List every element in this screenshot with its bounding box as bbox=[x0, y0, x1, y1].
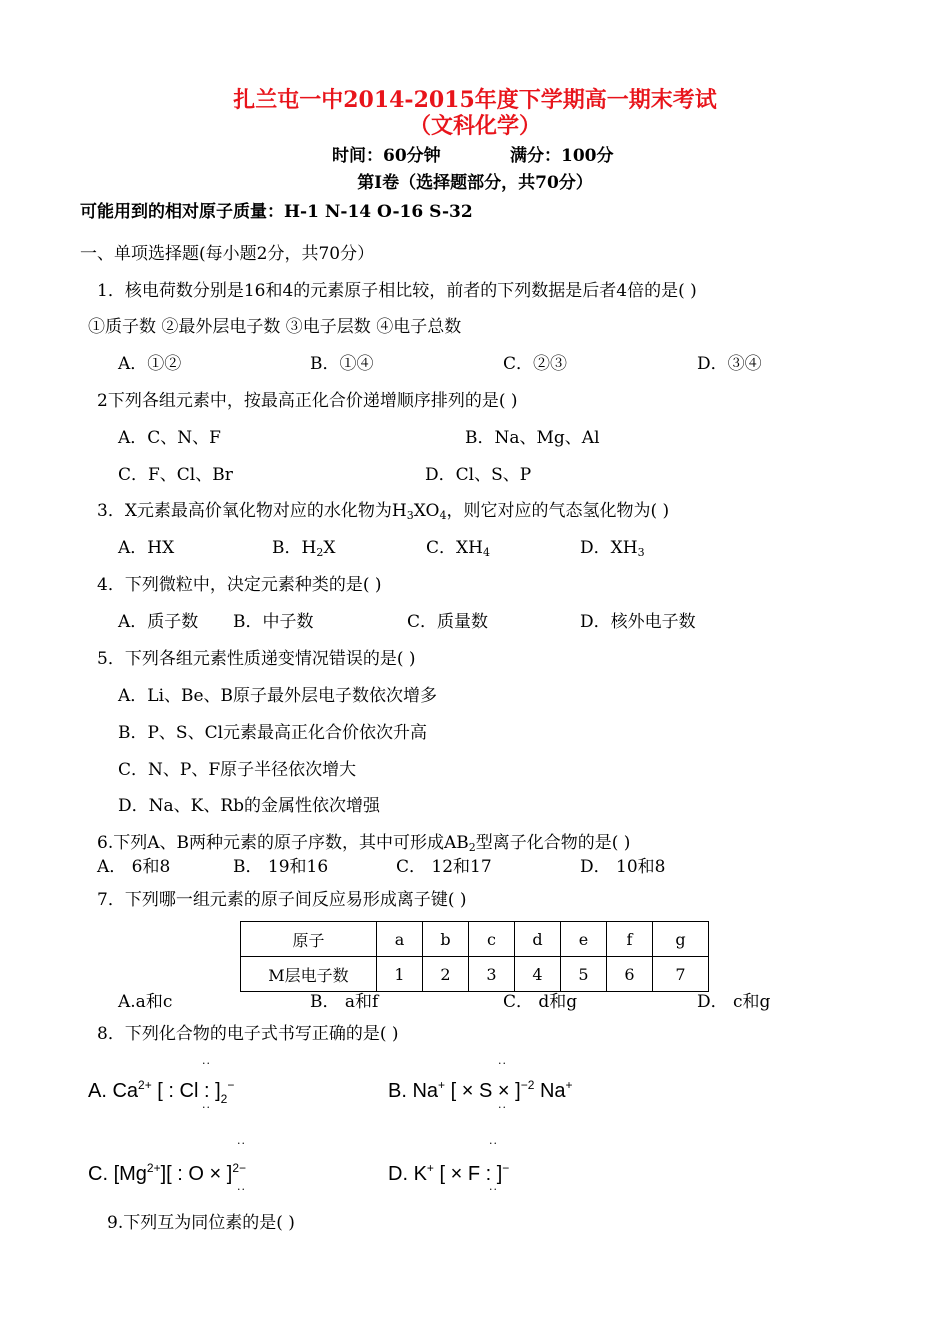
q1-option-c: C．②③ bbox=[503, 354, 568, 374]
atomic-masses: 可能用到的相对原子质量：H-1 N-14 O-16 S-32 bbox=[80, 202, 473, 222]
q4-stem: 4．下列微粒中，决定元素种类的是( ) bbox=[97, 575, 382, 595]
q9-stem: 9.下列互为同位素的是( ) bbox=[107, 1213, 295, 1233]
q5-option-c: C．N、P、F原子半径依次增大 bbox=[118, 760, 357, 780]
table-cell: M层电子数 bbox=[241, 957, 377, 992]
table-cell: d bbox=[515, 922, 561, 957]
table-cell: 7 bbox=[653, 957, 709, 992]
q7-option-a: A.a和c bbox=[118, 992, 173, 1012]
q4-option-c: C．质量数 bbox=[407, 612, 489, 632]
exam-title: 扎兰屯一中2014-2015年度下学期高一期末考试 bbox=[233, 87, 717, 113]
q1-option-a: A．①② bbox=[118, 354, 182, 374]
q1-option-d: D．③④ bbox=[697, 354, 762, 374]
q5-option-b: B．P、S、Cl元素最高正化合价依次升高 bbox=[118, 723, 428, 743]
table-cell: f bbox=[607, 922, 653, 957]
q8-option-c: C. $[Mg^{2+}]$[ : O × ]$^{2-}$ bbox=[88, 1161, 247, 1185]
table-cell: a bbox=[377, 922, 423, 957]
electron-dots: ·· bbox=[489, 1183, 498, 1196]
table-cell: 4 bbox=[515, 957, 561, 992]
q7-stem: 7．下列哪一组元素的原子间反应易形成离子键( ) bbox=[97, 890, 467, 910]
exam-score: 满分：100分 bbox=[510, 146, 614, 166]
table-cell: b bbox=[423, 922, 469, 957]
q5-stem: 5．下列各组元素性质递变情况错误的是( ) bbox=[97, 649, 416, 669]
q7-table bbox=[240, 921, 709, 992]
q6-option-b: B． 19和16 bbox=[233, 857, 329, 877]
section-heading: 第Ⅰ卷（选择题部分，共70分） bbox=[357, 173, 593, 193]
table-cell: 3 bbox=[469, 957, 515, 992]
q2-option-d: D．Cl、S、P bbox=[425, 465, 532, 485]
table-cell: e bbox=[561, 922, 607, 957]
electron-dots: ·· bbox=[237, 1137, 246, 1150]
q2-option-c: C．F、Cl、Br bbox=[118, 465, 233, 485]
exam-subtitle: （文科化学） bbox=[408, 113, 541, 139]
q6-option-d: D． 10和8 bbox=[580, 857, 666, 877]
exam-time: 时间：60分钟 bbox=[332, 146, 441, 166]
q2-option-b: B．Na、Mg、Al bbox=[465, 428, 600, 448]
q1-items: ①质子数 ②最外层电子数 ③电子层数 ④电子总数 bbox=[88, 317, 462, 337]
q6-stem: 6.下列A、B两种元素的原子序数，其中可形成$AB_2$型离子化合物的是( ) bbox=[97, 833, 631, 854]
table-cell: 2 bbox=[423, 957, 469, 992]
q7-option-c: C． d和g bbox=[503, 992, 578, 1012]
electron-dots: ·· bbox=[202, 1057, 211, 1070]
electron-dots: ·· bbox=[202, 1101, 211, 1114]
q3-stem: 3．X元素最高价氧化物对应的水化物为$H_3XO_4$，则它对应的气态氢化物为( ) bbox=[97, 501, 670, 522]
q3-option-a: A．HX bbox=[118, 538, 175, 558]
q7-option-d: D． c和g bbox=[697, 992, 771, 1012]
table-cell: c bbox=[469, 922, 515, 957]
q1-option-b: B．①④ bbox=[310, 354, 374, 374]
electron-dots: ·· bbox=[498, 1057, 507, 1070]
q2-stem: 2下列各组元素中，按最高正化合价递增顺序排列的是( ) bbox=[97, 391, 518, 411]
q8-option-a: A. $Ca^{2+}$ [ : Cl : ]$_2^-$ bbox=[88, 1078, 235, 1106]
table-cell: 原子 bbox=[241, 922, 377, 957]
electron-dots: ·· bbox=[489, 1137, 498, 1150]
electron-dots: ·· bbox=[237, 1183, 246, 1196]
q4-option-d: D．核外电子数 bbox=[580, 612, 696, 632]
q3-option-d: D．$XH_3$ bbox=[580, 538, 645, 559]
table-cell: 5 bbox=[561, 957, 607, 992]
q8-option-b: B. Na+ [ × S × ]$^{-2}$ Na+ bbox=[388, 1078, 573, 1102]
q6-option-a: A． 6和8 bbox=[97, 857, 171, 877]
electron-dots: ·· bbox=[498, 1101, 507, 1114]
table-cell: 6 bbox=[607, 957, 653, 992]
q3-option-c: C．$XH_4$ bbox=[426, 538, 490, 559]
q4-option-b: B．中子数 bbox=[233, 612, 314, 632]
table-row bbox=[241, 922, 709, 957]
q7-option-b: B． a和f bbox=[310, 992, 379, 1012]
q4-option-a: A．质子数 bbox=[118, 612, 199, 632]
q8-stem: 8．下列化合物的电子式书写正确的是( ) bbox=[97, 1024, 399, 1044]
q8-option-d: D. K+ [ × F : ]− bbox=[388, 1161, 510, 1185]
part-heading: 一、单项选择题(每小题2分，共70分） bbox=[80, 244, 375, 264]
q1-stem: 1．核电荷数分别是16和4的元素原子相比较，前者的下列数据是后者4倍的是( ) bbox=[97, 281, 697, 301]
q5-option-a: A．Li、Be、B原子最外层电子数依次增多 bbox=[118, 686, 438, 706]
table-row bbox=[241, 957, 709, 992]
table-cell: 1 bbox=[377, 957, 423, 992]
q3-option-b: B．$H_2X$ bbox=[272, 538, 336, 559]
q5-option-d: D．Na、K、Rb的金属性依次增强 bbox=[118, 796, 381, 816]
table-cell: g bbox=[653, 922, 709, 957]
q2-option-a: A．C、N、F bbox=[118, 428, 221, 448]
q6-option-c: C． 12和17 bbox=[396, 857, 492, 877]
